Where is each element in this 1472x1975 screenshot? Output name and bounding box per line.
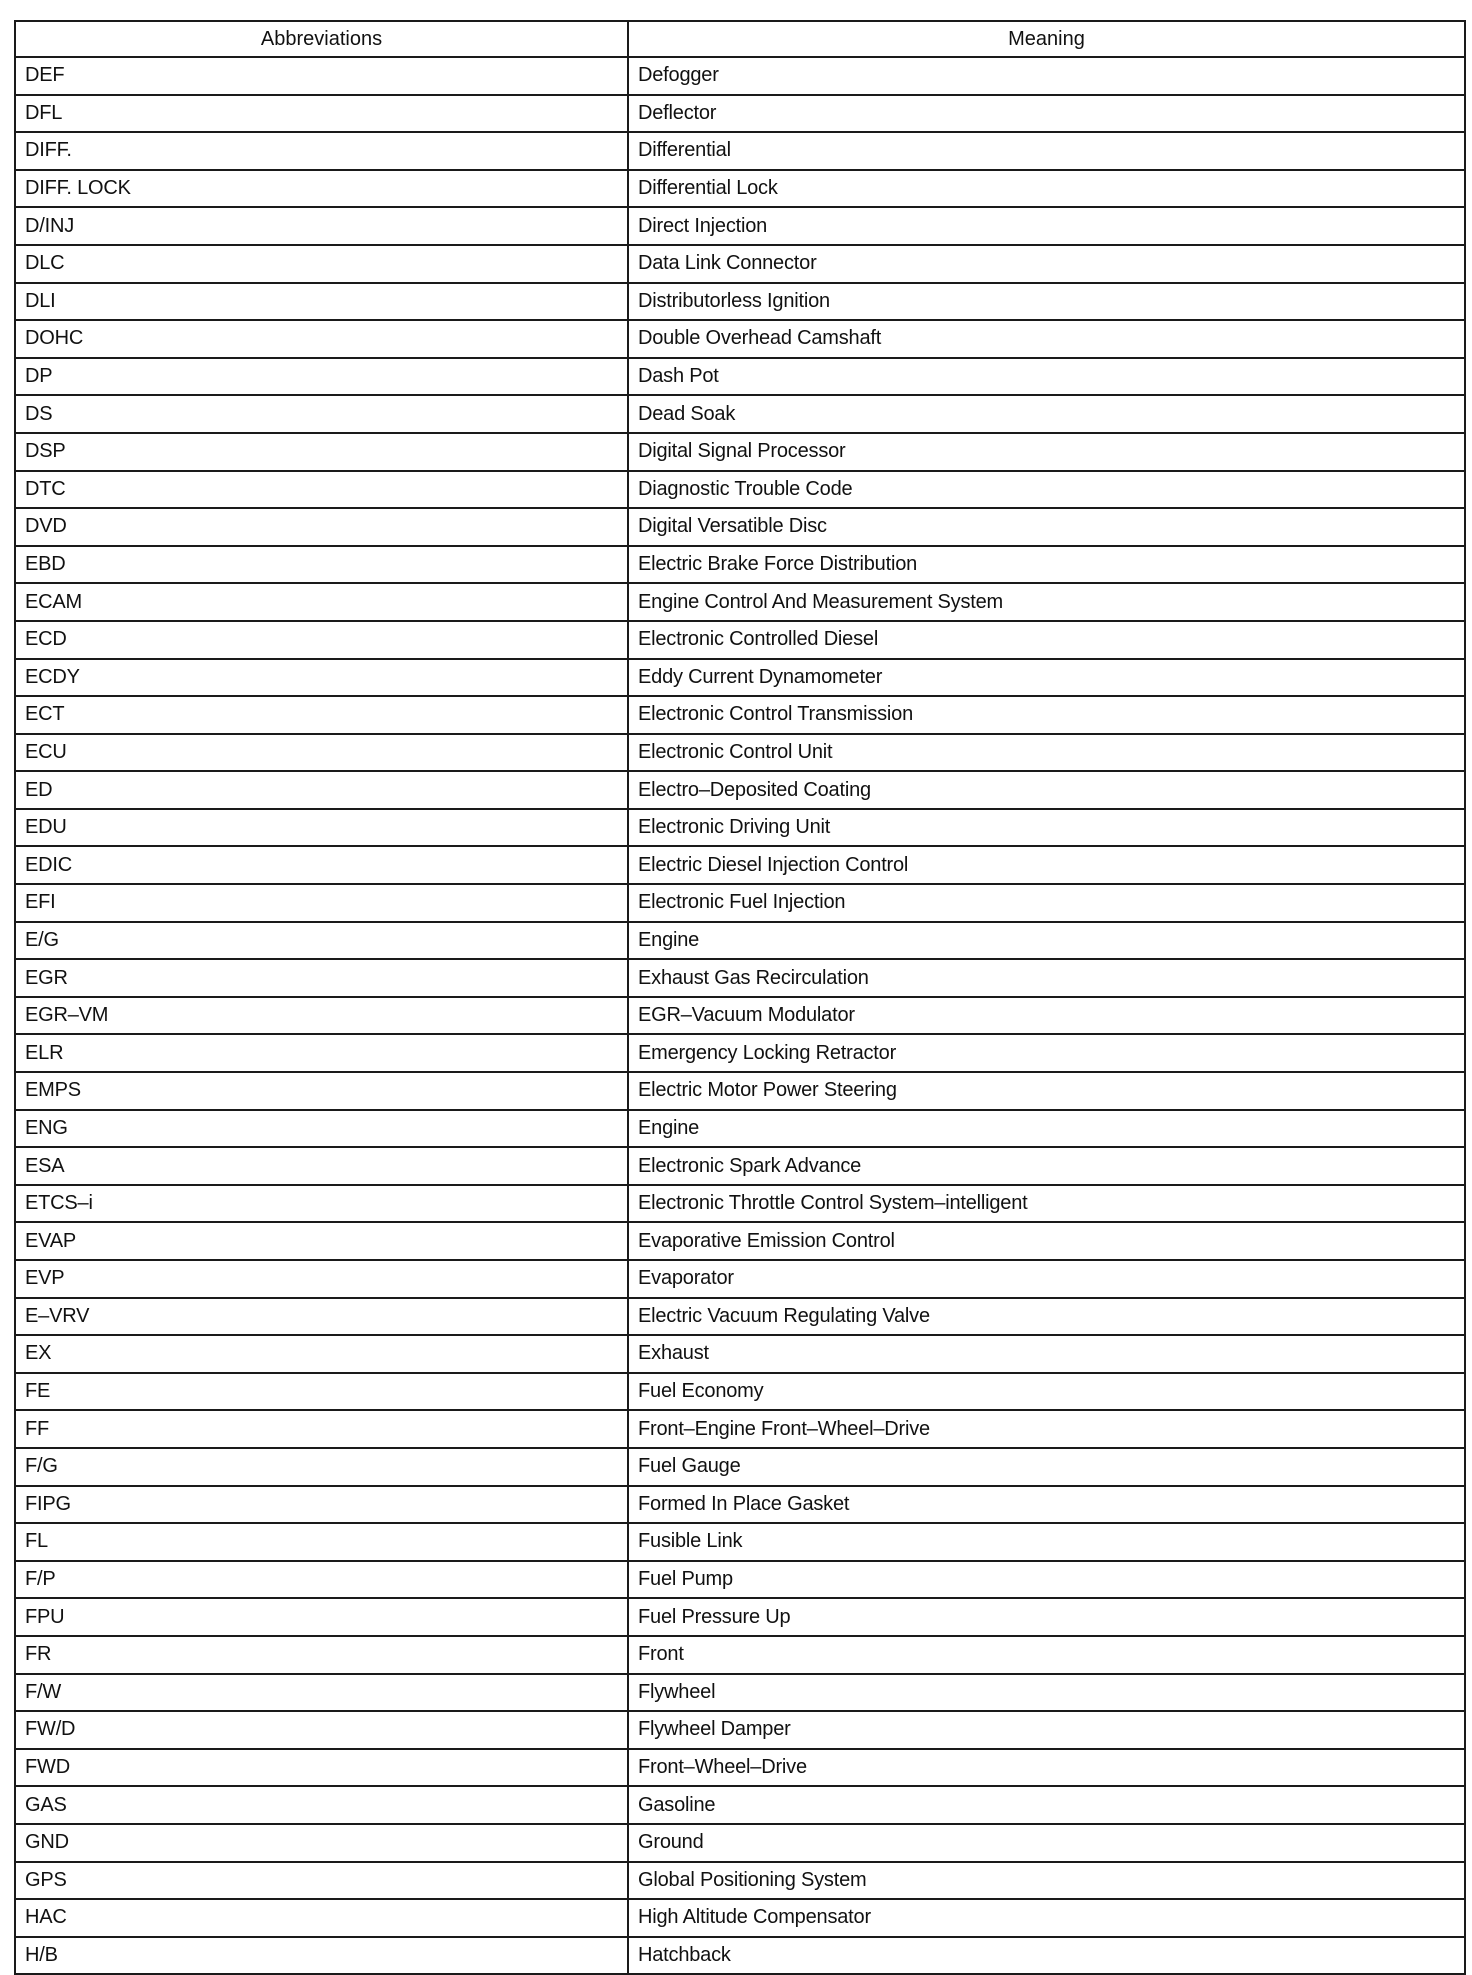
abbreviation-cell: DLC	[15, 245, 628, 283]
meaning-cell: Digital Versatible Disc	[628, 508, 1465, 546]
table-row	[15, 1185, 1465, 1223]
abbreviations-table-container	[14, 20, 1464, 1975]
abbreviation-cell: DIFF. LOCK	[15, 170, 628, 208]
meaning-cell: Evaporative Emission Control	[628, 1222, 1465, 1260]
meaning-cell: Emergency Locking Retractor	[628, 1034, 1465, 1072]
abbreviation-cell: DLI	[15, 283, 628, 321]
table-row	[15, 1674, 1465, 1712]
meaning-cell: Direct Injection	[628, 207, 1465, 245]
meaning-cell: Formed In Place Gasket	[628, 1486, 1465, 1524]
abbreviation-cell: DTC	[15, 471, 628, 509]
abbreviation-cell: ECT	[15, 696, 628, 734]
table-row	[15, 471, 1465, 509]
abbreviation-cell: DFL	[15, 95, 628, 133]
abbreviation-cell: FPU	[15, 1598, 628, 1636]
abbreviation-cell: EVP	[15, 1260, 628, 1298]
meaning-cell: Fuel Pump	[628, 1561, 1465, 1599]
meaning-cell: Fuel Pressure Up	[628, 1598, 1465, 1636]
table-row	[15, 433, 1465, 471]
table-row	[15, 1899, 1465, 1937]
abbreviation-cell: DP	[15, 358, 628, 396]
abbreviation-cell: EGR–VM	[15, 997, 628, 1035]
abbreviation-cell: EX	[15, 1335, 628, 1373]
table-row	[15, 696, 1465, 734]
meaning-cell: Flywheel	[628, 1674, 1465, 1712]
abbreviation-cell: ENG	[15, 1110, 628, 1148]
abbreviation-cell: EGR	[15, 959, 628, 997]
meaning-cell: Engine	[628, 1110, 1465, 1148]
table-row	[15, 395, 1465, 433]
abbreviation-cell: EBD	[15, 546, 628, 584]
table-row	[15, 1824, 1465, 1862]
table-row	[15, 95, 1465, 133]
abbreviation-cell: F/P	[15, 1561, 628, 1599]
meaning-cell: Electronic Throttle Control System–intelligent	[628, 1185, 1465, 1223]
table-row	[15, 283, 1465, 321]
abbreviation-cell: F/G	[15, 1448, 628, 1486]
meaning-cell: Electro–Deposited Coating	[628, 771, 1465, 809]
table-row	[15, 1222, 1465, 1260]
table-row	[15, 1786, 1465, 1824]
abbreviation-cell: DSP	[15, 433, 628, 471]
meaning-cell: Electronic Driving Unit	[628, 809, 1465, 847]
meaning-cell: Engine Control And Measurement System	[628, 583, 1465, 621]
table-row	[15, 809, 1465, 847]
table-row	[15, 997, 1465, 1035]
meaning-cell: Front–Wheel–Drive	[628, 1749, 1465, 1787]
meaning-cell: Double Overhead Camshaft	[628, 320, 1465, 358]
meaning-cell: Front–Engine Front–Wheel–Drive	[628, 1410, 1465, 1448]
table-row	[15, 583, 1465, 621]
meaning-cell: Defogger	[628, 57, 1465, 95]
meaning-cell: Front	[628, 1636, 1465, 1674]
meaning-cell: Diagnostic Trouble Code	[628, 471, 1465, 509]
table-row	[15, 884, 1465, 922]
abbreviation-cell: F/W	[15, 1674, 628, 1712]
abbreviation-cell: GAS	[15, 1786, 628, 1824]
meaning-cell: Electronic Spark Advance	[628, 1147, 1465, 1185]
abbreviation-cell: EFI	[15, 884, 628, 922]
table-row	[15, 659, 1465, 697]
table-row	[15, 1110, 1465, 1148]
meaning-cell: Flywheel Damper	[628, 1711, 1465, 1749]
table-row	[15, 1298, 1465, 1336]
table-row	[15, 245, 1465, 283]
abbreviation-cell: ETCS–i	[15, 1185, 628, 1223]
table-row	[15, 1448, 1465, 1486]
abbreviation-cell: ECD	[15, 621, 628, 659]
meaning-cell: Exhaust	[628, 1335, 1465, 1373]
table-row	[15, 1147, 1465, 1185]
table-row	[15, 771, 1465, 809]
meaning-cell: Fusible Link	[628, 1523, 1465, 1561]
meaning-cell: Deflector	[628, 95, 1465, 133]
meaning-cell: Engine	[628, 922, 1465, 960]
abbreviation-cell: EVAP	[15, 1222, 628, 1260]
abbreviation-cell: FWD	[15, 1749, 628, 1787]
table-row	[15, 959, 1465, 997]
table-row	[15, 1373, 1465, 1411]
meaning-cell: Ground	[628, 1824, 1465, 1862]
meaning-cell: High Altitude Compensator	[628, 1899, 1465, 1937]
abbreviation-cell: DEF	[15, 57, 628, 95]
meaning-cell: Digital Signal Processor	[628, 433, 1465, 471]
meaning-cell: Data Link Connector	[628, 245, 1465, 283]
meaning-cell: Electric Vacuum Regulating Valve	[628, 1298, 1465, 1336]
table-header	[15, 21, 1465, 57]
abbreviation-cell: DIFF.	[15, 132, 628, 170]
abbreviation-cell: DOHC	[15, 320, 628, 358]
table-row	[15, 1749, 1465, 1787]
meaning-cell: Hatchback	[628, 1937, 1465, 1975]
meaning-cell: Fuel Economy	[628, 1373, 1465, 1411]
table-body	[15, 57, 1465, 1974]
abbreviation-cell: FW/D	[15, 1711, 628, 1749]
table-row	[15, 1598, 1465, 1636]
abbreviation-cell: ECU	[15, 734, 628, 772]
table-row	[15, 846, 1465, 884]
table-row	[15, 1636, 1465, 1674]
meaning-cell: Fuel Gauge	[628, 1448, 1465, 1486]
abbreviation-cell: FR	[15, 1636, 628, 1674]
meaning-cell: Electric Brake Force Distribution	[628, 546, 1465, 584]
abbreviation-cell: ED	[15, 771, 628, 809]
abbreviation-cell: E–VRV	[15, 1298, 628, 1336]
table-row	[15, 922, 1465, 960]
abbreviation-cell: EDU	[15, 809, 628, 847]
abbreviation-cell: DS	[15, 395, 628, 433]
table-row	[15, 1486, 1465, 1524]
abbreviation-cell: ECAM	[15, 583, 628, 621]
table-row	[15, 621, 1465, 659]
abbreviation-cell: GND	[15, 1824, 628, 1862]
meaning-cell: Distributorless Ignition	[628, 283, 1465, 321]
table-row	[15, 320, 1465, 358]
table-row	[15, 508, 1465, 546]
abbreviation-cell: EMPS	[15, 1072, 628, 1110]
meaning-cell: Dead Soak	[628, 395, 1465, 433]
meaning-cell: Electric Motor Power Steering	[628, 1072, 1465, 1110]
meaning-cell: Global Positioning System	[628, 1862, 1465, 1900]
table-row	[15, 1561, 1465, 1599]
table-row	[15, 358, 1465, 396]
table-row	[15, 57, 1465, 95]
meaning-cell: Gasoline	[628, 1786, 1465, 1824]
abbreviation-cell: FIPG	[15, 1486, 628, 1524]
abbreviations-table	[14, 20, 1466, 1975]
table-row	[15, 1410, 1465, 1448]
table-row	[15, 734, 1465, 772]
abbreviation-cell: FF	[15, 1410, 628, 1448]
table-row	[15, 1034, 1465, 1072]
abbreviations-column-header: Abbreviations	[15, 21, 628, 57]
abbreviation-cell: E/G	[15, 922, 628, 960]
table-row	[15, 132, 1465, 170]
table-row	[15, 207, 1465, 245]
meaning-column-header: Meaning	[628, 21, 1465, 57]
meaning-cell: Eddy Current Dynamometer	[628, 659, 1465, 697]
abbreviation-cell: FE	[15, 1373, 628, 1411]
abbreviation-cell: ELR	[15, 1034, 628, 1072]
table-row	[15, 1937, 1465, 1975]
abbreviation-cell: HAC	[15, 1899, 628, 1937]
abbreviation-cell: D/INJ	[15, 207, 628, 245]
table-row	[15, 1862, 1465, 1900]
abbreviation-cell: FL	[15, 1523, 628, 1561]
table-row	[15, 1260, 1465, 1298]
table-row	[15, 1072, 1465, 1110]
meaning-cell: EGR–Vacuum Modulator	[628, 997, 1465, 1035]
abbreviation-cell: H/B	[15, 1937, 628, 1975]
meaning-cell: Electronic Fuel Injection	[628, 884, 1465, 922]
meaning-cell: Differential Lock	[628, 170, 1465, 208]
meaning-cell: Evaporator	[628, 1260, 1465, 1298]
header-row	[15, 21, 1465, 57]
abbreviation-cell: GPS	[15, 1862, 628, 1900]
meaning-cell: Dash Pot	[628, 358, 1465, 396]
abbreviation-cell: EDIC	[15, 846, 628, 884]
table-row	[15, 170, 1465, 208]
meaning-cell: Electronic Control Transmission	[628, 696, 1465, 734]
meaning-cell: Electric Diesel Injection Control	[628, 846, 1465, 884]
meaning-cell: Differential	[628, 132, 1465, 170]
table-row	[15, 546, 1465, 584]
abbreviation-cell: DVD	[15, 508, 628, 546]
abbreviation-cell: ESA	[15, 1147, 628, 1185]
table-row	[15, 1523, 1465, 1561]
table-row	[15, 1711, 1465, 1749]
meaning-cell: Electronic Controlled Diesel	[628, 621, 1465, 659]
meaning-cell: Exhaust Gas Recirculation	[628, 959, 1465, 997]
table-row	[15, 1335, 1465, 1373]
abbreviation-cell: ECDY	[15, 659, 628, 697]
meaning-cell: Electronic Control Unit	[628, 734, 1465, 772]
